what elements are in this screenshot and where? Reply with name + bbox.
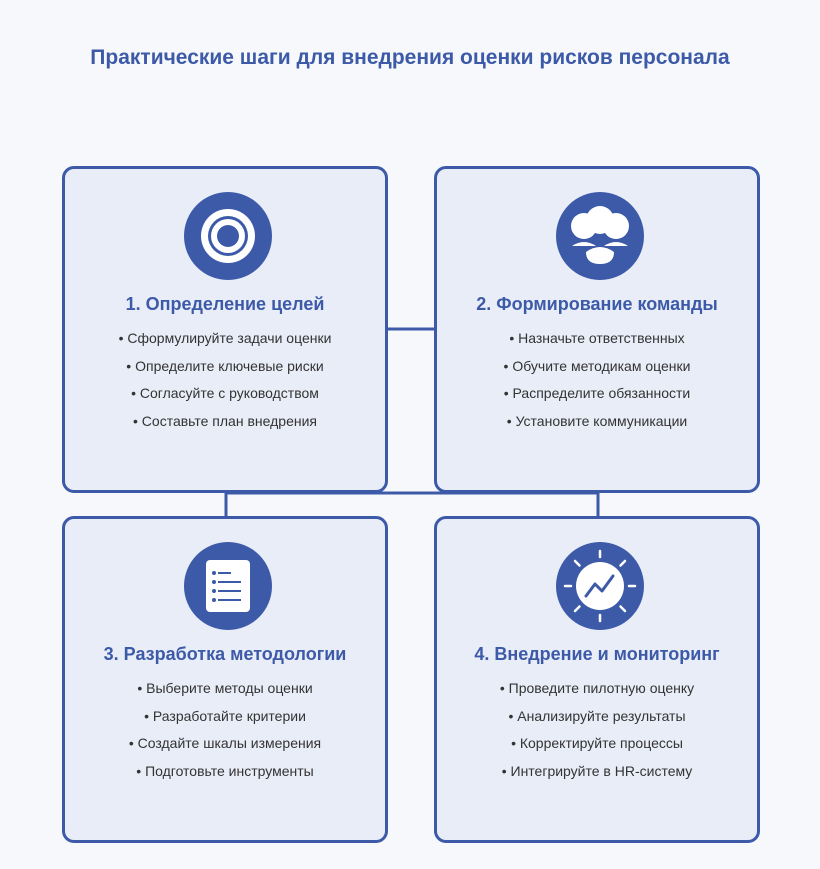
list-item: • Анализируйте результаты: [437, 707, 757, 735]
step-card-1: [62, 166, 388, 493]
list-item: • Разработайте критерии: [65, 707, 385, 735]
step-card-2: [434, 166, 760, 493]
step-title: 3. Разработка методологии: [103, 644, 347, 664]
step-items: [437, 329, 757, 439]
list-item: • Проведите пилотную оценку: [437, 679, 757, 707]
step-items: [437, 679, 757, 789]
step-title: 4. Внедрение и мониторинг: [474, 644, 720, 664]
step-items: [65, 679, 385, 789]
document-list-icon: [184, 542, 272, 630]
step-card-3: [62, 516, 388, 843]
list-item: • Согласуйте с руководством: [65, 384, 385, 412]
target-icon: [184, 192, 272, 280]
list-item: • Составьте план внедрения: [65, 412, 385, 440]
list-item: • Сформулируйте задачи оценки: [65, 329, 385, 357]
step-items: [65, 329, 385, 439]
monitoring-chart-icon: [556, 542, 644, 630]
list-item: • Назначьте ответственных: [437, 329, 757, 357]
step-title: 1. Определение целей: [125, 294, 325, 314]
list-item: • Выберите методы оценки: [65, 679, 385, 707]
list-item: • Установите коммуникации: [437, 412, 757, 440]
list-item: • Определите ключевые риски: [65, 357, 385, 385]
step-title: 2. Формирование команды: [476, 294, 718, 314]
list-item: • Корректируйте процессы: [437, 734, 757, 762]
list-item: • Распределите обязанности: [437, 384, 757, 412]
list-item: • Подготовьте инструменты: [65, 762, 385, 790]
team-icon: [556, 192, 644, 280]
list-item: • Создайте шкалы измерения: [65, 734, 385, 762]
page-title: Практические шаги для внедрения оценки рисков персонала: [90, 46, 730, 69]
list-item: • Интегрируйте в HR-систему: [437, 762, 757, 790]
step-card-4: [434, 516, 760, 843]
list-item: • Обучите методикам оценки: [437, 357, 757, 385]
